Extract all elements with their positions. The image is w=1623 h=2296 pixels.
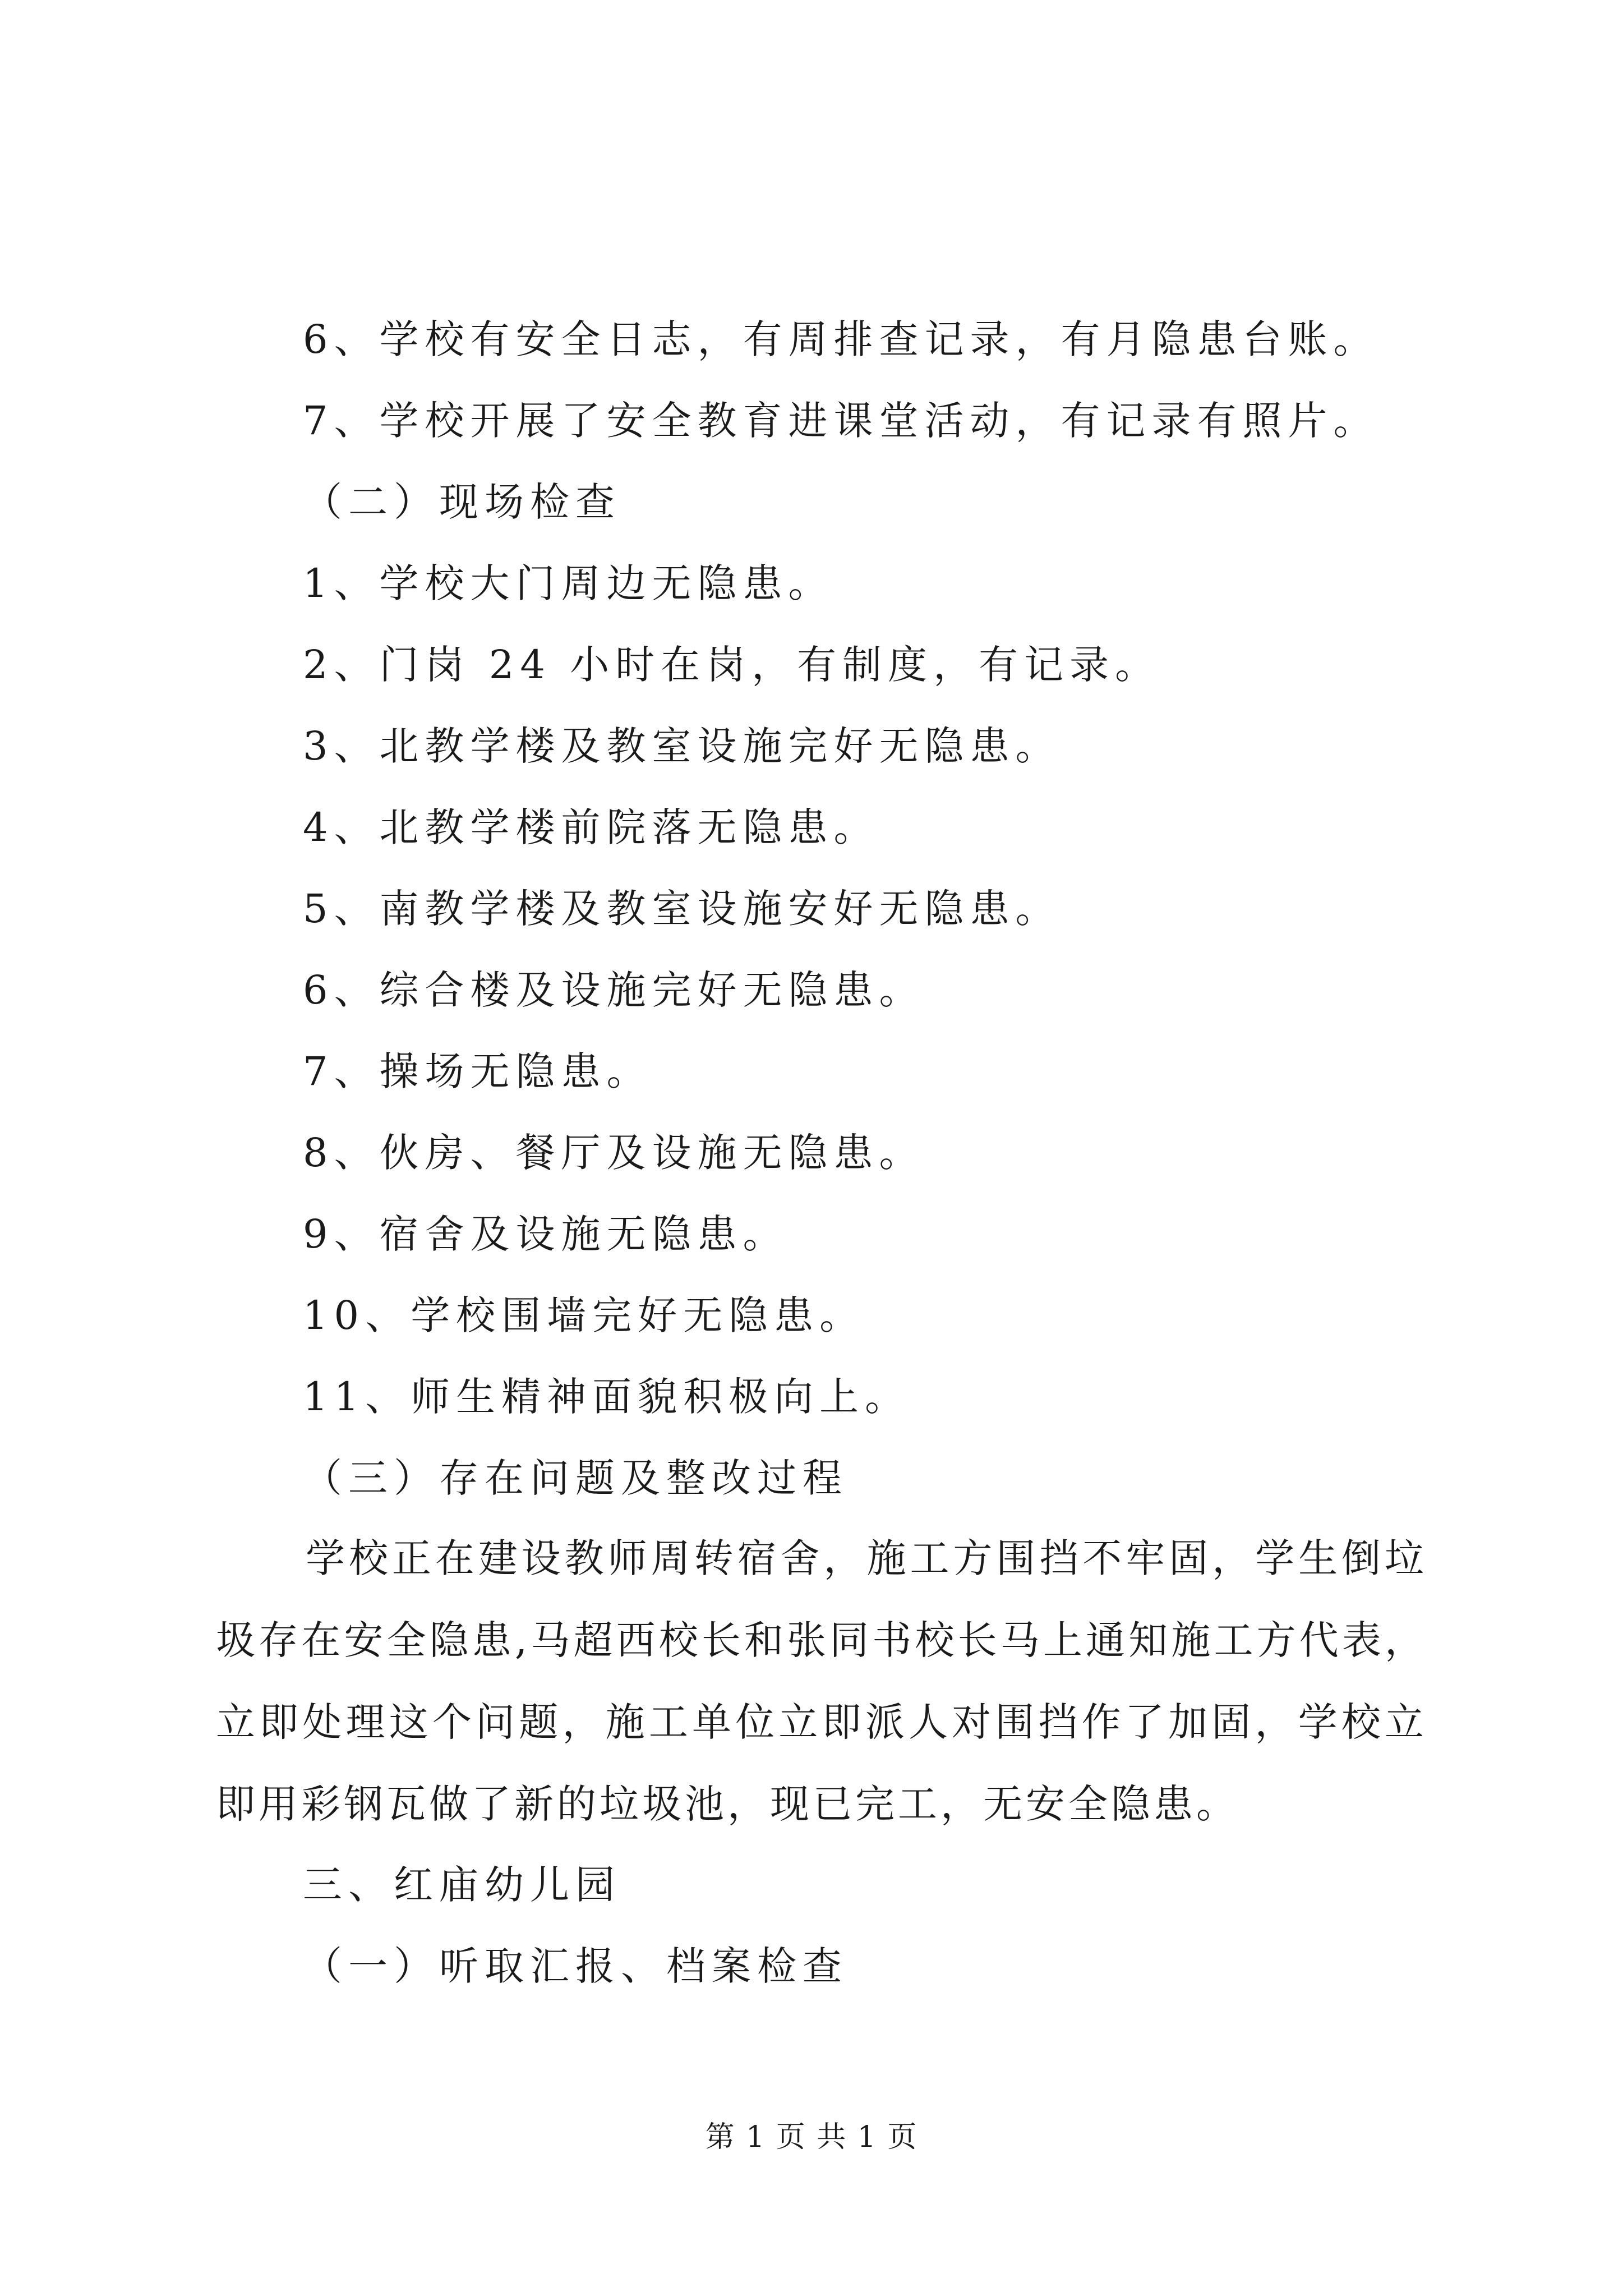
section-heading: 三、红庙幼儿园 xyxy=(303,1862,621,1908)
list-item: 4、北教学楼前院落无隐患。 xyxy=(303,804,879,850)
subsection-heading: （三）存在问题及整改过程 xyxy=(303,1455,848,1501)
list-item: 5、南教学楼及教室设施安好无隐患。 xyxy=(303,886,1061,932)
list-item: 8、伙房、餐厅及设施无隐患。 xyxy=(303,1130,925,1176)
list-item: 6、综合楼及设施完好无隐患。 xyxy=(303,967,925,1013)
list-item: 9、宿舍及设施无隐患。 xyxy=(303,1211,789,1257)
list-item: 2、门岗 24 小时在岗，有制度，有记录。 xyxy=(303,642,1161,688)
list-item: 3、北教学楼及教室设施完好无隐患。 xyxy=(303,723,1061,769)
subsection-heading: （二）现场检查 xyxy=(303,479,621,525)
list-item: 1、学校大门周边无隐患。 xyxy=(303,560,834,606)
list-item: 10、学校围墙完好无隐患。 xyxy=(303,1292,865,1338)
page-footer: 第 1 页 共 1 页 xyxy=(705,2120,918,2154)
body-paragraph: 学校正在建设教师周转宿舍，施工方围挡不牢固，学生倒垃圾存在安全隐患,马超西校长和张同书校长马上通知施工方代表，立即处理这个问题，施工单位立即派人对围挡作了加固，学校立即用彩钢瓦做了新的垃圾池，现已完工，无安全隐患。 xyxy=(216,1535,1427,1827)
subsection-heading: （一）听取汇报、档案检查 xyxy=(303,1943,848,1989)
list-item: 11、师生精神面貌积极向上。 xyxy=(303,1374,911,1420)
list-item: 7、学校开展了安全教育进课堂活动，有记录有照片。 xyxy=(303,398,1379,444)
list-item: 6、学校有安全日志，有周排查记录，有月隐患台账。 xyxy=(303,316,1379,362)
list-item: 7、操场无隐患。 xyxy=(303,1048,652,1094)
